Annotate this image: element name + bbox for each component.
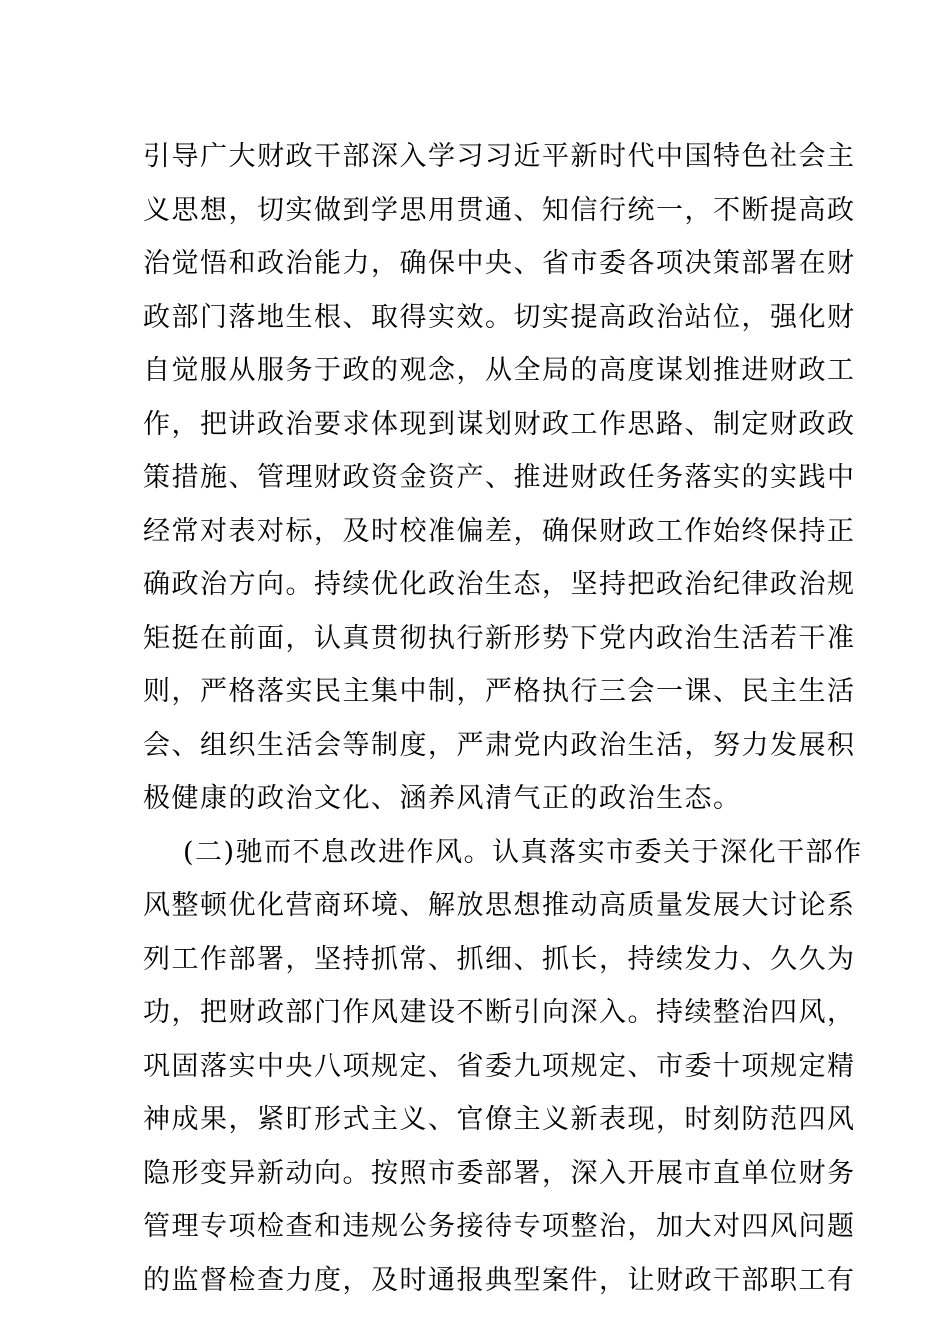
text-line: 引导广大财政干部深入学习习近平新时代中国特色社会主 [143,141,856,172]
text-line: 自觉服从服务于政的观念，从全局的高度谋划推进财政工 [143,355,856,386]
text-line: 巩固落实中央八项规定、省委九项规定、市委十项规定精 [143,1050,856,1082]
text-line: 神成果，紧盯形式主义、官僚主义新表现，时刻防范四风 [143,1104,856,1135]
text-line: 则，严格落实民主集中制，严格执行三会一课、民主生活 [143,676,856,707]
text-line: 确政治方向。持续优化政治生态，坚持把政治纪律政治规 [143,569,856,600]
text-line: 会、组织生活会等制度，严肃党内政治生活，努力发展积 [143,729,856,761]
text-line: 作，把讲政治要求体现到谋划财政工作思路、制定财政政 [143,408,856,440]
text-line: 极健康的政治文化、涵养风清气正的政治生态。 [143,783,742,814]
text-line: 矩挺在前面，认真贯彻执行新形势下党内政治生活若干准 [143,622,856,654]
text-line: 治觉悟和政治能力，确保中央、省市委各项决策部署在财 [143,248,856,279]
text-line: 策措施、管理财政资金资产、推进财政任务落实的实践中 [143,462,856,493]
text-line: 风整顿优化营商环境、解放思想推动高质量发展大讨论系 [143,890,856,921]
text-line: 的监督检查力度，及时通报典型案件，让财政干部职工有 [143,1264,856,1296]
text-line: 功，把财政部门作风建设不断引向深入。持续整治四风， [143,997,856,1028]
document-body [143,130,863,1307]
text-line: 管理专项检查和违规公务接待专项整治，加大对四风问题 [143,1211,856,1242]
text-line: 义思想，切实做到学思用贯通、知信行统一，不断提高政 [143,194,856,226]
text-line: 经常对表对标，及时校准偏差，确保财政工作始终保持正 [143,515,856,547]
text-line: 列工作部署，坚持抓常、抓细、抓长，持续发力、久久为 [143,943,856,975]
text-line: 隐形变异新动向。按照市委部署，深入开展市直单位财务 [143,1157,856,1189]
section-heading-line: (二)驰而不息改进作风。认真落实市委关于深化干部作 [183,836,863,868]
text-line: 政部门落地生根、取得实效。切实提高政治站位，强化财 [143,301,856,333]
